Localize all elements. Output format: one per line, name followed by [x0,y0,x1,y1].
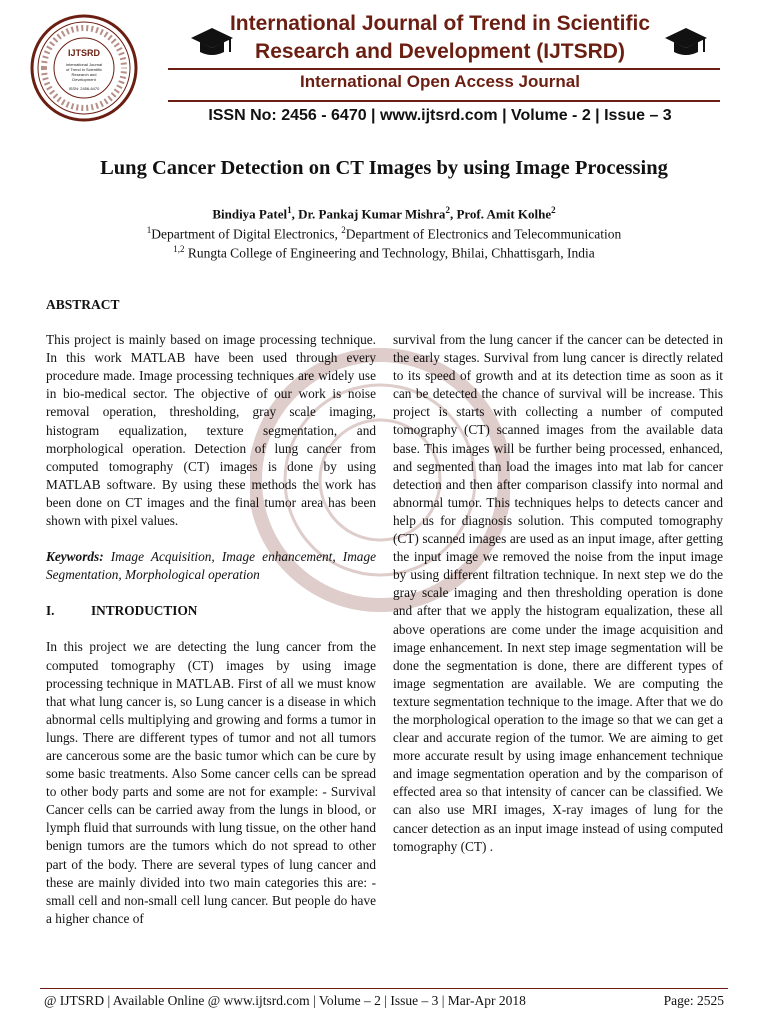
page-number: Page: 2525 [663,993,724,1008]
journal-name-line2: Research and Development (IJTSRD) [255,40,625,63]
svg-text:of Trend in Scientific: of Trend in Scientific [65,67,103,72]
svg-text:ISSN: 2456-6470: ISSN: 2456-6470 [68,86,100,91]
abstract-heading: ABSTRACT [46,297,120,312]
page-footer [44,993,724,1009]
header-divider [168,68,720,70]
journal-name-line1: International Journal of Trend in Scientific [229,12,651,35]
journal-seal-logo [30,14,138,122]
svg-text:Research and: Research and [71,72,97,77]
affiliation-line: $^1$Department of Digital Electronics, $^2$Department of Electronics and Telecommunication [146,225,622,242]
abstract-text: This project is mainly based on image processing technique. In this work MATLAB have been used through every procedure made. Image processing techniques are widely use in bio-medical sector. The objective of our work is noise removal operation, thresholding, gray scale imaging, histogram equalization, texture segmentation, and morphological operation. Detection of lung cancer from computed tomography (CT) images is done by using MATLAB software. By using these methods the work has been done on CT images and the final tumor area has been shown with pixel values. [46,332,376,529]
keywords: Keywords: Image Acquisition, Image enhancement, Image Segmentation, Morphological operation [46,549,376,583]
paper-title: Lung Cancer Detection on CT Images by using Image Processing [100,157,668,179]
right-column [393,331,723,856]
intro-text-right: survival from the lung cancer if the cancer can be detected in the early stages. Survival from lung cancer is directly related to its speed of growth and at its detection time as soon as it can be detected the chance of survival will be increase. This project is starts with collecting a number of computed tomography (CT) scanned images from the available data base. This images will be further being processed, enhanced, and segmented than load the images into mat lab for cancer detection and then after comparison classify into normal and abnormal tumor. This techniques helps to detects cancer and help us for diagnosis solution. This computed tomography (CT) scanned images are used as an input image, after getting the input image we removed the noise from the input image by using different filtration technique. In next step we do the gray scale imaging and then thresholding operation is done and after that we apply the histogram equalization, these all above operations are come under the image acquisition and image enhancement. In next step image segmentation will be done the segmentation is done, there are different types of image segmentation are available. We are computing the texture segmentation technique to the image. After that we do the morphological operation to the image so that we can get a clear and accurate region of the tumor. We are aiming to get more accurate result by using image enhancement technique and image segmentation operation and by the comparison of effected area so that intensity of cancer can be classified. We can also use MRI images, X-ray images of lung for the cancer detection as an input image instead of using computed tomography (CT) . [393,332,723,854]
header-divider [168,100,720,102]
author-name: Bindiya Patel [212,206,288,222]
svg-text:Development: Development [72,77,96,82]
issn-line: ISSN No: 2456 - 6470 | www.ijtsrd.com | Volume - 2 | Issue – 3 [208,107,672,124]
section-heading-introduction: I. INTRODUCTION [46,603,198,619]
affiliation-line: $^{1,2}$ Rungta College of Engineering and Technology, Bhilai, Chhattisgarh, India [173,244,595,261]
journal-subtitle: International Open Access Journal [300,72,580,91]
author-name: Prof. Amit Kolhe [456,206,552,222]
footer-citation: @ IJTSRD | Available Online @ www.ijtsrd.com | Volume – 2 | Issue – 3 | Mar-Apr 2018 [44,993,526,1008]
author-name: Dr. Pankaj Kumar Mishra [298,206,446,222]
svg-text:International Journal: International Journal [65,62,103,67]
left-column [46,296,376,928]
svg-text:IJTSRD: IJTSRD [67,48,101,58]
author-list: Bindiya Patel$^1$, Dr. Pankaj Kumar Mishra$^2$, Prof. Amit Kolhe$^2$ [212,205,556,222]
intro-text-left: In this project we are detecting the lung cancer from the computed tomography (CT) images by using image processing technique in MATLAB. First of all we must know that what lung cancer is, so Lung cancer is a disease in which abnormal cells multiplying and growing and forms a tumor in lungs. There are different types of tumor and not all tumors are cancerous some are the basic tumor which can be cure by some basic treatments. Also Some cancer cells can be spread to other body parts and some are not for example: - Survival Cancer cells can be carried away from the lungs in blood, or lymph fluid that surrounds with lung tissue, on the other hand benign tumors are the tumors which do not spread to other part of the body. There are several types of lung cancer and these are mainly divided into two main categories this are: - small cell and non-small cell lung cancer. But people do have a higher chance of [46,639,376,926]
footer-divider [40,988,728,989]
